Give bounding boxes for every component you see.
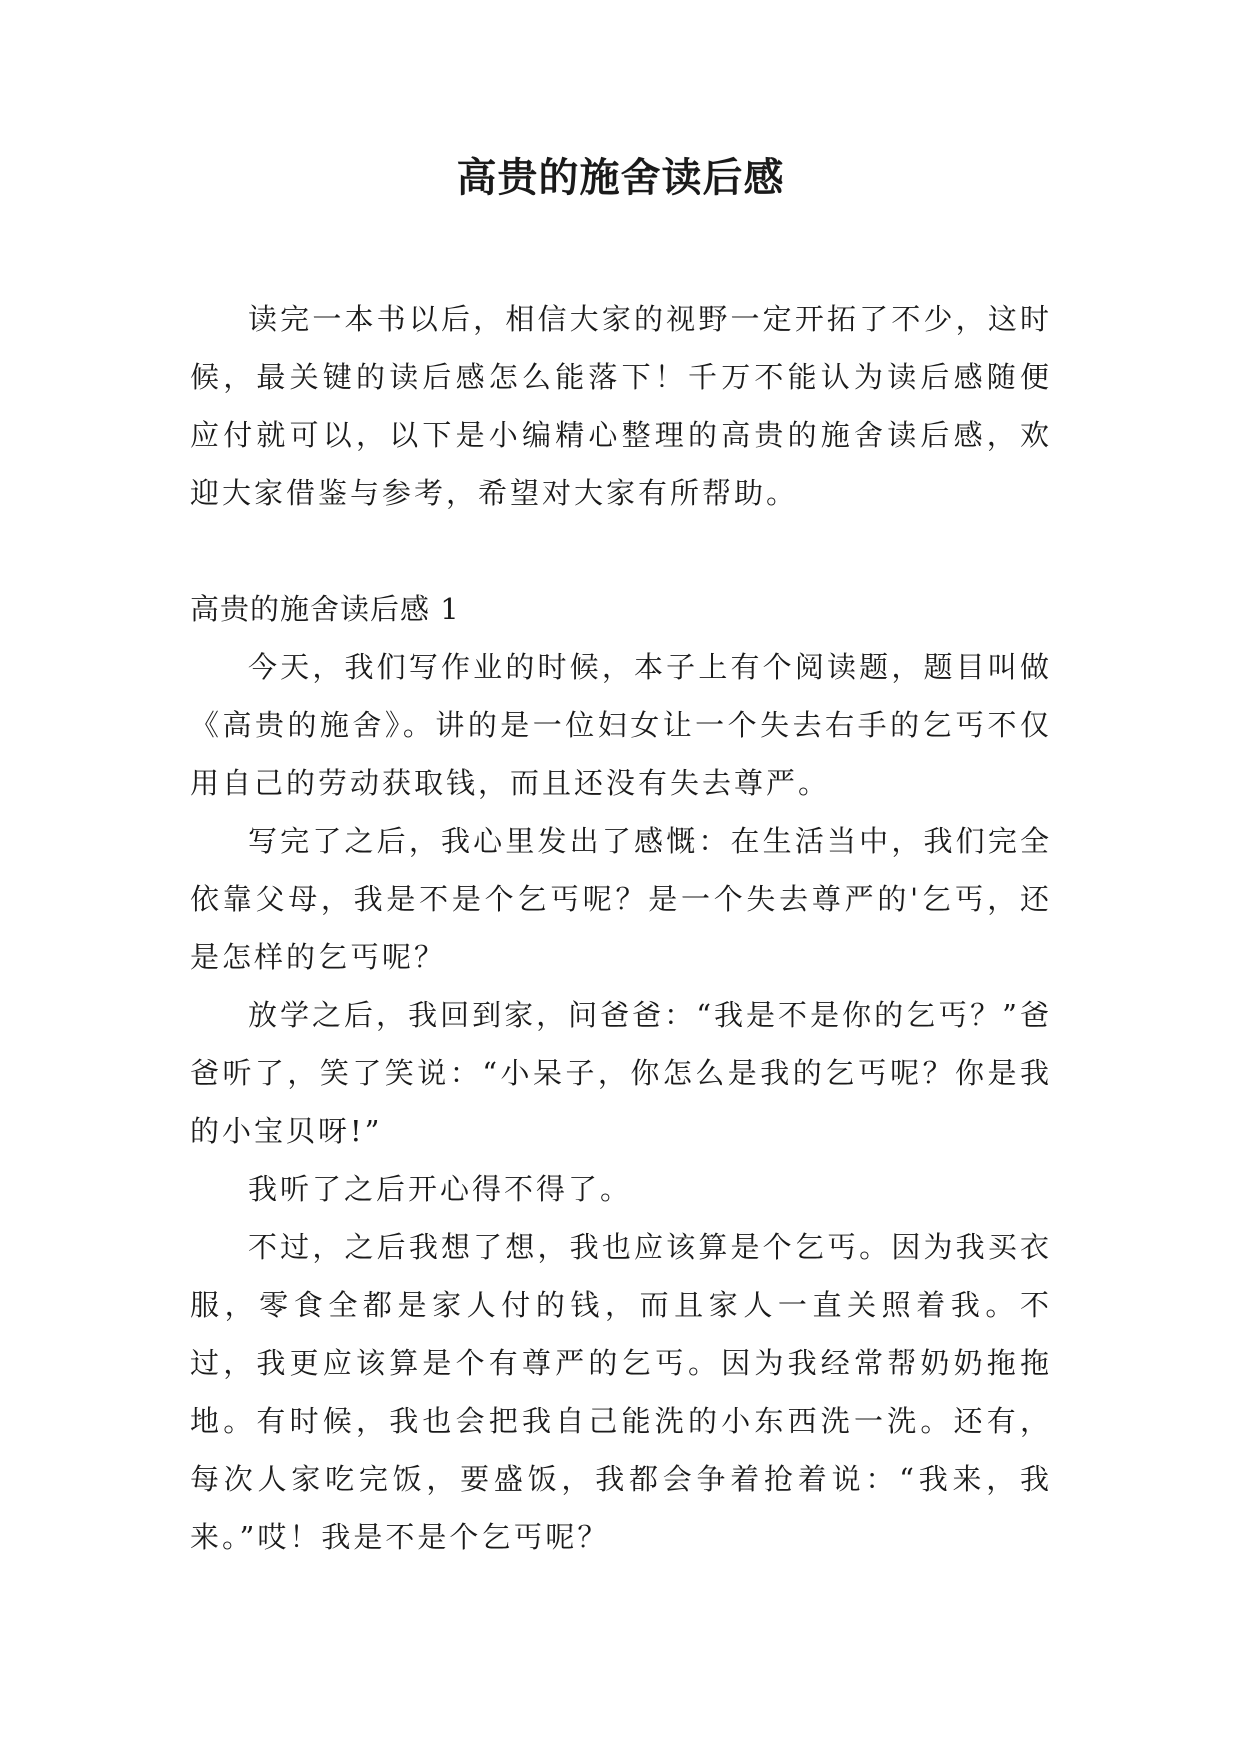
body-paragraph-5: 不过，之后我想了想，我也应该算是个乞丐。因为我买衣服，零食全都是家人付的钱，而且家人一直关照着我。不过，我更应该算是个有尊严的乞丐。因为我经常帮奶奶拖拖地。有时候，我也会把我自己能洗的小东西洗一洗。还有，每次人家吃完饭，要盛饭，我都会争着抢着说：“我来，我来。”哎！我是不是个乞丐呢？ xyxy=(190,1230,1052,1554)
document-title: 高贵的施舍读后感 xyxy=(456,154,785,201)
section-heading: 高贵的施舍读后感 1 xyxy=(190,592,460,626)
body-paragraph-1: 今天，我们写作业的时候，本子上有个阅读题，题目叫做《高贵的施舍》。讲的是一位妇女让一个失去右手的乞丐不仅用自己的劳动获取钱，而且还没有失去尊严。 xyxy=(190,650,1052,800)
body-paragraph-3: 放学之后，我回到家，问爸爸：“我是不是你的乞丐？”爸爸听了，笑了笑说：“小呆子，你怎么是我的乞丐呢？你是我的小宝贝呀!” xyxy=(190,998,1052,1148)
document-body xyxy=(190,290,1052,1566)
intro-paragraph: 读完一本书以后，相信大家的视野一定开拓了不少，这时候，最关键的读后感怎么能落下！千万不能认为读后感随便应付就可以，以下是小编精心整理的高贵的施舍读后感，欢迎大家借鉴与参考，希望对大家有所帮助。 xyxy=(190,302,1052,510)
body-paragraph-4: 我听了之后开心得不得了。 xyxy=(248,1172,633,1206)
body-paragraph-2: 写完了之后，我心里发出了感慨：在生活当中，我们完全依靠父母，我是不是个乞丐呢？是一个失去尊严的'乞丐，还是怎样的乞丐呢？ xyxy=(190,824,1052,974)
